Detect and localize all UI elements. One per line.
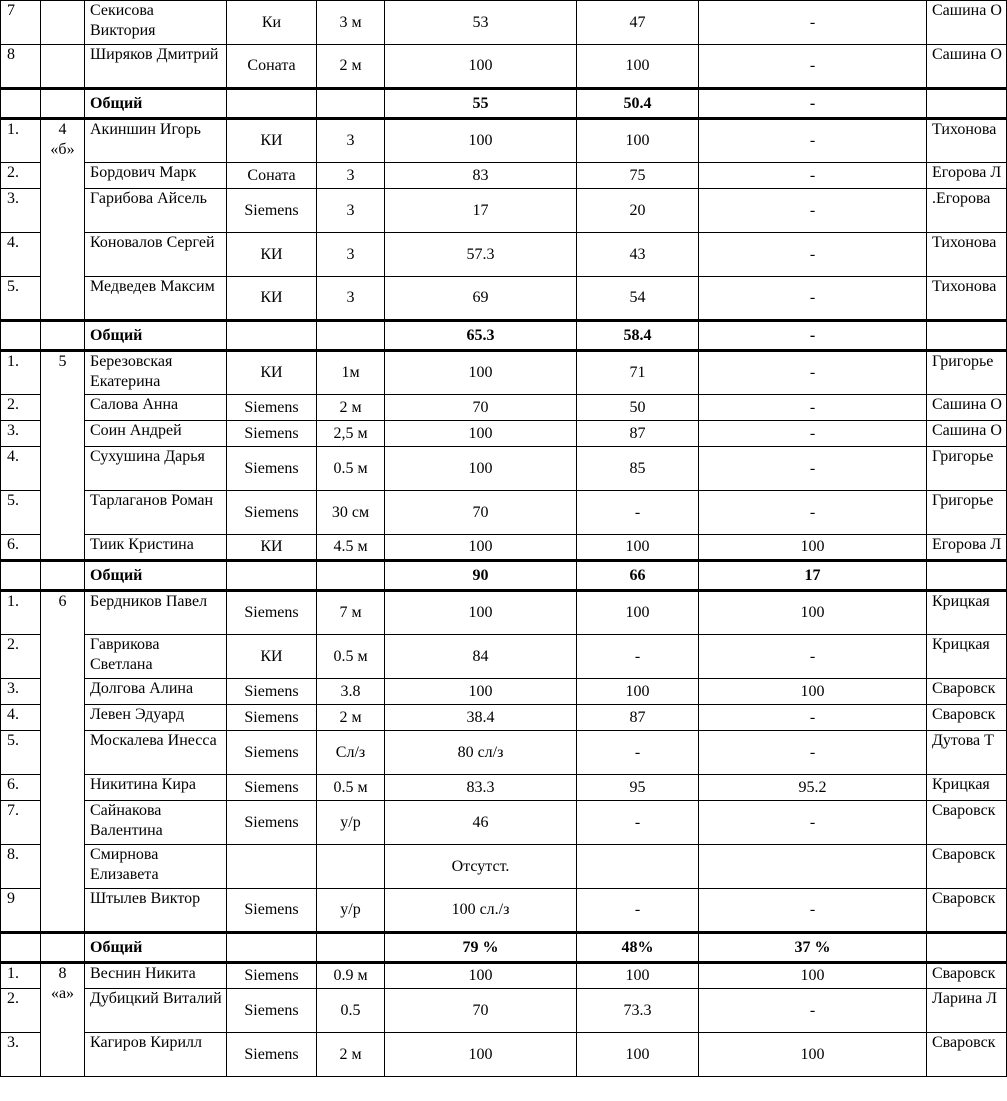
row-number: 3. [1,1033,41,1077]
row-number: 5. [1,277,41,321]
value-2-cell: 100 [577,963,699,989]
row-number: 4. [1,447,41,491]
teacher-cell: Сваровск [927,1033,1007,1077]
device-cell: Siemens [227,421,317,447]
duration-cell: 3.8 [317,679,385,705]
student-name: Акиншин Игорь [85,119,227,163]
device-cell: КИ [227,233,317,277]
student-name: Ширяков Дмитрий [85,45,227,89]
table-row [1,491,1007,535]
value-2-cell: 95 [577,775,699,801]
total-value-3: - [699,321,927,351]
duration-cell: 0.5 м [317,635,385,679]
device-cell: Siemens [227,189,317,233]
teacher-cell: Сваровск [927,679,1007,705]
value-2-cell: 50 [577,395,699,421]
student-name: Москалева Инесса [85,731,227,775]
student-name: Сухушина Дарья [85,447,227,491]
total-teacher-cell [927,561,1007,591]
row-number: 5. [1,491,41,535]
device-cell [227,845,317,889]
device-cell: Siemens [227,889,317,933]
value-1-cell: 100 [385,679,577,705]
row-number: 8. [1,845,41,889]
total-label: Общий [85,561,227,591]
value-2-cell: 20 [577,189,699,233]
teacher-cell: Крицкая [927,635,1007,679]
value-1-cell: 100 [385,535,577,561]
device-cell: Siemens [227,1033,317,1077]
table-row [1,705,1007,731]
table-row [1,591,1007,635]
student-name: Долгова Алина [85,679,227,705]
device-cell: Соната [227,163,317,189]
student-name: Бердников Павел [85,591,227,635]
device-cell: Siemens [227,989,317,1033]
table-row [1,189,1007,233]
value-1-cell: 84 [385,635,577,679]
device-cell: Siemens [227,395,317,421]
value-3-cell: - [699,889,927,933]
value-2-cell: 100 [577,1033,699,1077]
total-label: Общий [85,321,227,351]
device-cell: Siemens [227,447,317,491]
value-3-cell: - [699,989,927,1033]
value-1-cell: 100 [385,1033,577,1077]
total-teacher-cell [927,89,1007,119]
total-value-1: 90 [385,561,577,591]
value-3-cell: - [699,421,927,447]
value-2-cell: 100 [577,535,699,561]
table-row [1,1,1007,45]
value-1-cell: Отсутст. [385,845,577,889]
value-3-cell: - [699,1,927,45]
student-name: Коновалов Сергей [85,233,227,277]
device-cell: Siemens [227,775,317,801]
value-1-cell: 69 [385,277,577,321]
value-1-cell: 70 [385,491,577,535]
duration-cell: 2 м [317,45,385,89]
value-1-cell: 100 [385,45,577,89]
total-teacher-cell [927,321,1007,351]
student-name: Сайнакова Валентина [85,801,227,845]
duration-cell: 3 [317,163,385,189]
value-2-cell: 85 [577,447,699,491]
value-1-cell: 46 [385,801,577,845]
row-number: 3. [1,189,41,233]
value-1-cell: 38.4 [385,705,577,731]
value-2-cell: 54 [577,277,699,321]
total-num-cell [1,933,41,963]
row-number: 3. [1,421,41,447]
duration-cell: 2,5 м [317,421,385,447]
value-1-cell: 70 [385,989,577,1033]
total-class-cell [41,89,85,119]
total-duration-cell [317,561,385,591]
class-label: 8 «а» [41,963,85,1077]
value-1-cell: 100 [385,447,577,491]
value-3-cell: - [699,277,927,321]
teacher-cell: Сваровск [927,801,1007,845]
teacher-cell: Сваровск [927,963,1007,989]
duration-cell: 0.5 м [317,775,385,801]
device-cell: Ки [227,1,317,45]
table-row [1,845,1007,889]
value-2-cell: 87 [577,421,699,447]
value-2-cell: 100 [577,45,699,89]
total-value-3: 37 % [699,933,927,963]
row-number: 2. [1,163,41,189]
total-device-cell [227,89,317,119]
total-value-1: 55 [385,89,577,119]
value-2-cell: 100 [577,591,699,635]
student-name: Березовская Екатерина [85,351,227,395]
device-cell: КИ [227,119,317,163]
device-cell: Siemens [227,801,317,845]
total-teacher-cell [927,933,1007,963]
row-number: 6. [1,535,41,561]
device-cell: Siemens [227,591,317,635]
value-2-cell [577,845,699,889]
table-row [1,351,1007,395]
class-label: 6 [41,591,85,933]
total-device-cell [227,321,317,351]
device-cell: Siemens [227,731,317,775]
duration-cell: 2 м [317,705,385,731]
total-class-cell [41,561,85,591]
row-number: 7 [1,1,41,45]
duration-cell: у/р [317,801,385,845]
teacher-cell: Егорова Л [927,163,1007,189]
value-3-cell: - [699,731,927,775]
table-row [1,233,1007,277]
value-1-cell: 17 [385,189,577,233]
row-number: 8 [1,45,41,89]
total-duration-cell [317,89,385,119]
value-3-cell: 100 [699,679,927,705]
table-row [1,447,1007,491]
teacher-cell: .Егорова [927,189,1007,233]
value-1-cell: 83.3 [385,775,577,801]
duration-cell: 4.5 м [317,535,385,561]
value-1-cell: 100 [385,421,577,447]
row-number: 6. [1,775,41,801]
total-row [1,321,1007,351]
value-1-cell: 100 [385,963,577,989]
student-name: Никитина Кира [85,775,227,801]
duration-cell: 0.9 м [317,963,385,989]
device-cell: Siemens [227,679,317,705]
total-value-2: 48% [577,933,699,963]
device-cell: КИ [227,535,317,561]
value-2-cell: - [577,731,699,775]
duration-cell: 0.5 м [317,447,385,491]
teacher-cell: Сашина О [927,421,1007,447]
teacher-cell: Сваровск [927,705,1007,731]
table-row [1,801,1007,845]
value-3-cell [699,845,927,889]
duration-cell: 0.5 [317,989,385,1033]
table-row [1,277,1007,321]
value-3-cell: - [699,801,927,845]
class-label: 4 «б» [41,119,85,321]
value-3-cell: - [699,447,927,491]
table-row [1,1033,1007,1077]
value-2-cell: - [577,635,699,679]
value-1-cell: 100 [385,591,577,635]
table-row [1,45,1007,89]
total-num-cell [1,89,41,119]
total-device-cell [227,933,317,963]
table-row [1,775,1007,801]
value-2-cell: - [577,889,699,933]
row-number: 7. [1,801,41,845]
value-3-cell: - [699,705,927,731]
value-1-cell: 100 [385,119,577,163]
row-number: 4. [1,233,41,277]
table-row [1,119,1007,163]
row-number: 1. [1,963,41,989]
value-2-cell: 100 [577,679,699,705]
duration-cell: Сл/з [317,731,385,775]
table-row [1,889,1007,933]
teacher-cell: Крицкая [927,775,1007,801]
total-row [1,561,1007,591]
value-1-cell: 83 [385,163,577,189]
student-name: Левен Эдуард [85,705,227,731]
value-1-cell: 100 сл./з [385,889,577,933]
total-value-2: 50.4 [577,89,699,119]
row-number: 1. [1,351,41,395]
total-device-cell [227,561,317,591]
row-number: 2. [1,395,41,421]
value-3-cell: 100 [699,1033,927,1077]
value-3-cell: - [699,395,927,421]
value-2-cell: - [577,801,699,845]
student-name: Дубицкий Виталий [85,989,227,1033]
teacher-cell: Сашина О [927,45,1007,89]
total-duration-cell [317,321,385,351]
table-row [1,679,1007,705]
teacher-cell: Дутова Т [927,731,1007,775]
duration-cell: 3 [317,233,385,277]
table-row [1,989,1007,1033]
teacher-cell: Тихонова [927,119,1007,163]
value-2-cell: 87 [577,705,699,731]
student-name: Секисова Виктория [85,1,227,45]
student-name: Тарлаганов Роман [85,491,227,535]
value-3-cell: 100 [699,535,927,561]
teacher-cell: Крицкая [927,591,1007,635]
teacher-cell: Григорье [927,491,1007,535]
student-name: Штылев Виктор [85,889,227,933]
teacher-cell: Сашина О [927,1,1007,45]
table-row [1,963,1007,989]
table-row [1,731,1007,775]
value-2-cell: 73.3 [577,989,699,1033]
total-value-2: 58.4 [577,321,699,351]
value-1-cell: 80 сл/з [385,731,577,775]
table-row [1,395,1007,421]
row-number: 1. [1,591,41,635]
row-number: 4. [1,705,41,731]
total-duration-cell [317,933,385,963]
student-name: Гаврикова Светлана [85,635,227,679]
total-value-1: 79 % [385,933,577,963]
student-name: Соин Андрей [85,421,227,447]
value-3-cell: - [699,635,927,679]
value-3-cell: - [699,233,927,277]
student-name: Смирнова Елизавета [85,845,227,889]
row-number: 2. [1,989,41,1033]
teacher-cell: Сваровск [927,889,1007,933]
row-number: 9 [1,889,41,933]
duration-cell: 3 [317,277,385,321]
value-1-cell: 100 [385,351,577,395]
student-name: Кагиров Кирилл [85,1033,227,1077]
duration-cell: 2 м [317,1033,385,1077]
device-cell: КИ [227,635,317,679]
total-row [1,933,1007,963]
student-name: Бордович Марк [85,163,227,189]
row-number: 2. [1,635,41,679]
total-class-cell [41,321,85,351]
teacher-cell: Григорье [927,447,1007,491]
duration-cell: 2 м [317,395,385,421]
value-3-cell: 95.2 [699,775,927,801]
teacher-cell: Егорова Л [927,535,1007,561]
value-3-cell: 100 [699,963,927,989]
device-cell: КИ [227,351,317,395]
value-3-cell: - [699,351,927,395]
student-name: Тиик Кристина [85,535,227,561]
table-row [1,635,1007,679]
total-value-3: - [699,89,927,119]
class-label [41,45,85,89]
value-2-cell: 100 [577,119,699,163]
table-row [1,535,1007,561]
value-1-cell: 57.3 [385,233,577,277]
teacher-cell: Сашина О [927,395,1007,421]
student-name: Салова Анна [85,395,227,421]
student-name: Медведев Максим [85,277,227,321]
value-2-cell: 75 [577,163,699,189]
value-3-cell: 100 [699,591,927,635]
teacher-cell: Тихонова [927,233,1007,277]
device-cell: Siemens [227,491,317,535]
value-3-cell: - [699,119,927,163]
duration-cell: 30 см [317,491,385,535]
value-2-cell: 43 [577,233,699,277]
total-value-1: 65.3 [385,321,577,351]
row-number: 5. [1,731,41,775]
duration-cell: 3 [317,119,385,163]
value-1-cell: 70 [385,395,577,421]
total-num-cell [1,561,41,591]
duration-cell: 3 м [317,1,385,45]
device-cell: Siemens [227,963,317,989]
row-number: 1. [1,119,41,163]
class-label: 5 [41,351,85,561]
value-2-cell: 47 [577,1,699,45]
total-value-3: 17 [699,561,927,591]
value-2-cell: 71 [577,351,699,395]
value-2-cell: - [577,491,699,535]
student-name: Веснин Никита [85,963,227,989]
row-number: 3. [1,679,41,705]
duration-cell: 1м [317,351,385,395]
value-3-cell: - [699,491,927,535]
duration-cell: 7 м [317,591,385,635]
duration-cell: у/р [317,889,385,933]
table-row [1,163,1007,189]
results-table-body [1,1,1007,1077]
teacher-cell: Сваровск [927,845,1007,889]
value-3-cell: - [699,45,927,89]
total-class-cell [41,933,85,963]
class-label [41,1,85,45]
value-3-cell: - [699,189,927,233]
teacher-cell: Григорье [927,351,1007,395]
student-name: Гарибова Айсель [85,189,227,233]
total-row [1,89,1007,119]
total-label: Общий [85,89,227,119]
value-1-cell: 53 [385,1,577,45]
value-3-cell: - [699,163,927,189]
device-cell: КИ [227,277,317,321]
device-cell: Siemens [227,705,317,731]
table-row [1,421,1007,447]
duration-cell [317,845,385,889]
teacher-cell: Ларина Л [927,989,1007,1033]
total-value-2: 66 [577,561,699,591]
total-num-cell [1,321,41,351]
duration-cell: 3 [317,189,385,233]
teacher-cell: Тихонова [927,277,1007,321]
total-label: Общий [85,933,227,963]
device-cell: Соната [227,45,317,89]
